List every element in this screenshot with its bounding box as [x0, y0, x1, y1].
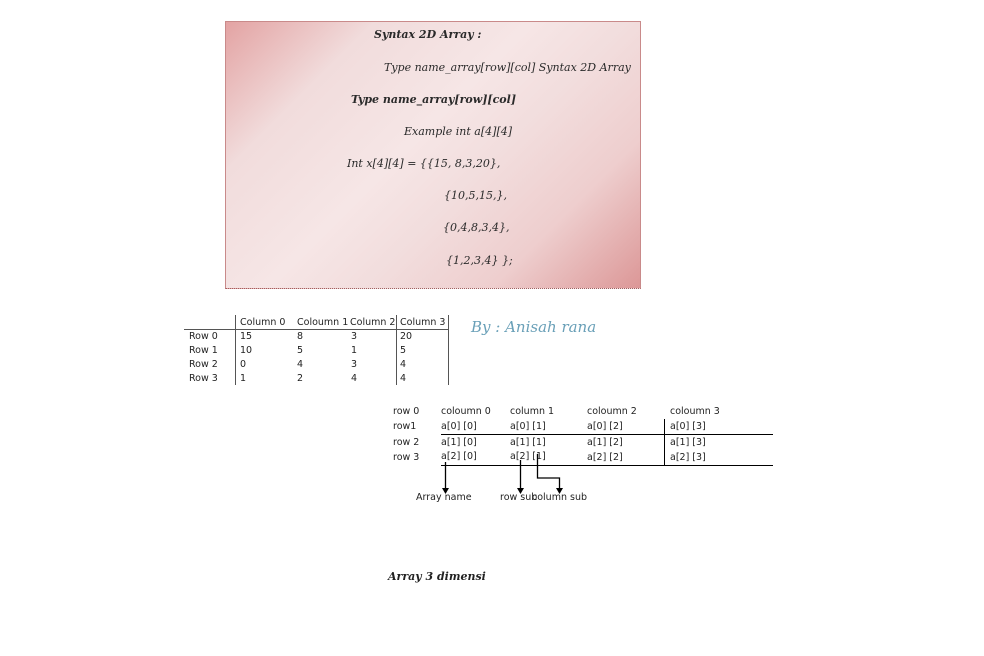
index-cell: a[2] [1]: [510, 451, 546, 462]
index-cell: a[1] [0]: [441, 437, 477, 448]
table-cell: 15: [240, 331, 253, 342]
table-cell: 20: [400, 331, 413, 342]
table-cell: 4: [400, 359, 407, 370]
index-cell: a[1] [2]: [587, 437, 623, 448]
index-row-label: row 0: [393, 406, 420, 417]
index-cell: a[1] [1]: [510, 437, 546, 448]
table-cell: 0: [240, 359, 247, 370]
syntax-code-line-2: {10,5,15,},: [444, 189, 507, 202]
table-cell: 1: [240, 373, 247, 384]
table-cell: 4: [351, 373, 358, 384]
syntax-example: Example int a[4][4]: [404, 125, 513, 138]
index-row-label: row1: [393, 421, 417, 432]
index-row-label: row 3: [393, 452, 420, 463]
index-column-header: coloumn 2: [587, 406, 637, 417]
syntax-type-line-2: Type name_array[row][col]: [351, 93, 517, 106]
index-cell: a[2] [0]: [441, 451, 477, 462]
syntax-code-line-3: {0,4,8,3,4},: [443, 221, 510, 234]
syntax-type-line-1: Type name_array[row][col] Syntax 2D Array: [384, 61, 631, 74]
author-signature: By : Anisah rana: [471, 318, 597, 336]
table-column-header: Coloumn 1: [297, 317, 349, 328]
index-cell: a[0] [0]: [441, 421, 477, 432]
annotation-array-name: Array name: [416, 492, 472, 503]
index-column-header: column 1: [510, 406, 555, 417]
table-cell: 4: [297, 359, 304, 370]
table-cell: 8: [297, 331, 304, 342]
table-cell: 3: [351, 331, 358, 342]
syntax-code-line-4: {1,2,3,4} };: [446, 254, 513, 267]
annotation-row-sub: row sub: [500, 492, 538, 503]
index-column-header: coloumn 0: [441, 406, 491, 417]
table-cell: 10: [240, 345, 253, 356]
annotation-column-sub: column sub: [532, 492, 587, 503]
table-row-label: Row 1: [189, 345, 218, 356]
table-cell: 1: [351, 345, 358, 356]
index-cell: a[0] [1]: [510, 421, 546, 432]
index-cell: a[2] [3]: [670, 452, 706, 463]
table-cell: 2: [297, 373, 304, 384]
syntax-code-line-1: Int x[4][4] = {{15, 8,3,20},: [347, 157, 501, 170]
table-cell: 5: [297, 345, 304, 356]
index-cell: a[0] [2]: [587, 421, 623, 432]
section-heading-3d-array: Array 3 dimensi: [388, 570, 486, 583]
table-cell: 5: [400, 345, 407, 356]
index-row-label: row 2: [393, 437, 420, 448]
table-column-header: Column 2: [350, 317, 396, 328]
column-sub-arrow: [538, 454, 560, 489]
table-cell: 3: [351, 359, 358, 370]
index-cell: a[0] [3]: [670, 421, 706, 432]
index-cell: a[1] [3]: [670, 437, 706, 448]
table-row-label: Row 3: [189, 373, 218, 384]
index-cell: a[2] [2]: [587, 452, 623, 463]
table-column-header: Column 3: [400, 317, 446, 328]
index-column-header: coloumn 3: [670, 406, 720, 417]
table-column-header: Column 0: [240, 317, 286, 328]
table-row-label: Row 2: [189, 359, 218, 370]
table-row-label: Row 0: [189, 331, 218, 342]
table-cell: 4: [400, 373, 407, 384]
syntax-heading: Syntax 2D Array :: [374, 28, 482, 41]
